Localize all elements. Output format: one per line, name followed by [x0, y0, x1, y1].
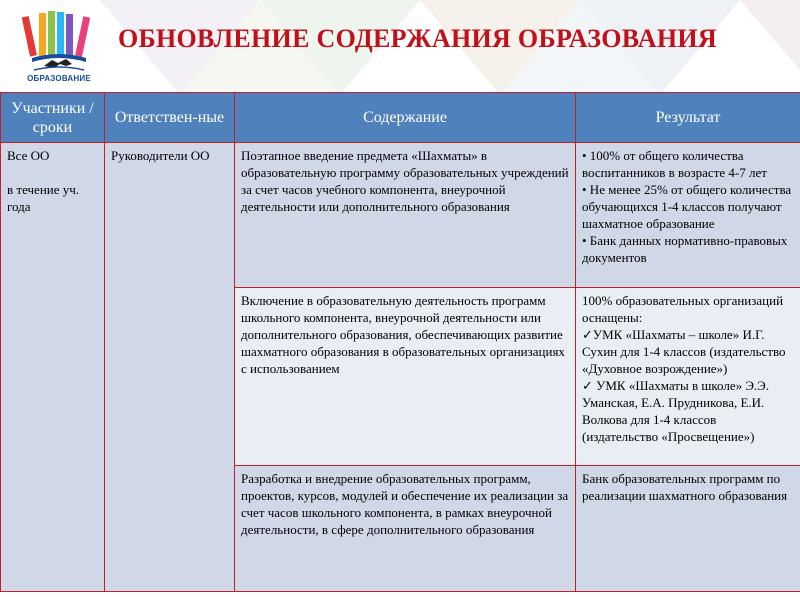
spacer	[7, 164, 98, 181]
responsible-cell: Руководители ОО	[105, 143, 235, 592]
result-cell	[576, 466, 800, 592]
content-cell: Включение в образовательную деятельность программ школьного компонента, внеурочной деятельности или дополнительного образования, обеспечивающих развитие шахматного образования в образовательных организациях с использованием	[235, 288, 576, 466]
participants-cell	[1, 143, 105, 592]
content-cell: Поэтапное введение предмета «Шахматы» в образовательную программу образовательных учреждений за счет часов учебного компонента, внеурочной деятельности или дополнительного образования	[235, 143, 576, 288]
header-participants: Участники / сроки	[1, 93, 105, 143]
result-item: • 100% от общего количества воспитанников в возрасте 4-7 лет	[582, 148, 767, 180]
participants-when: в течение уч. года	[7, 182, 80, 214]
table-header-row	[1, 93, 800, 143]
result-item: • Не менее 25% от общего количества обучающихся 1-4 классов получают шахматное образование	[582, 182, 792, 231]
result-item: ✓ УМК «Шахматы в школе» Э.Э. Уманская, Е.А. Прудникова, Е.И. Волкова для 1-4 классов (издательство «Просвещение»)	[582, 378, 770, 444]
result-item: ✓УМК «Шахматы – школе» И.Г. Сухин для 1-4 классов (издательство «Духовное возрождение»)	[582, 327, 786, 376]
plan-table	[0, 92, 800, 592]
table-row	[1, 143, 800, 288]
result-item: 100% образовательных организаций оснащены:	[582, 293, 784, 325]
result-cell	[576, 143, 800, 288]
logo-caption: ОБРАЗОВАНИЕ	[27, 74, 91, 83]
header-content: Содержание	[235, 93, 576, 143]
header-responsible: Ответствен-ные	[105, 93, 235, 143]
participants-who: Все ОО	[7, 148, 50, 163]
result-item: Банк образовательных программ по реализации шахматного образования	[582, 471, 788, 503]
result-item: • Банк данных нормативно-правовых документов	[582, 233, 788, 265]
page-title: ОБНОВЛЕНИЕ СОДЕРЖАНИЯ ОБРАЗОВАНИЯ	[118, 24, 717, 53]
header-result: Результат	[576, 93, 800, 143]
logo	[8, 8, 110, 90]
result-cell	[576, 288, 800, 466]
content-cell: Разработка и внедрение образовательных программ, проектов, курсов, модулей и обеспечение их реализации за счет часов школьного компонента, в рамках внеурочной деятельности, в сфере дополнительного образования	[235, 466, 576, 592]
